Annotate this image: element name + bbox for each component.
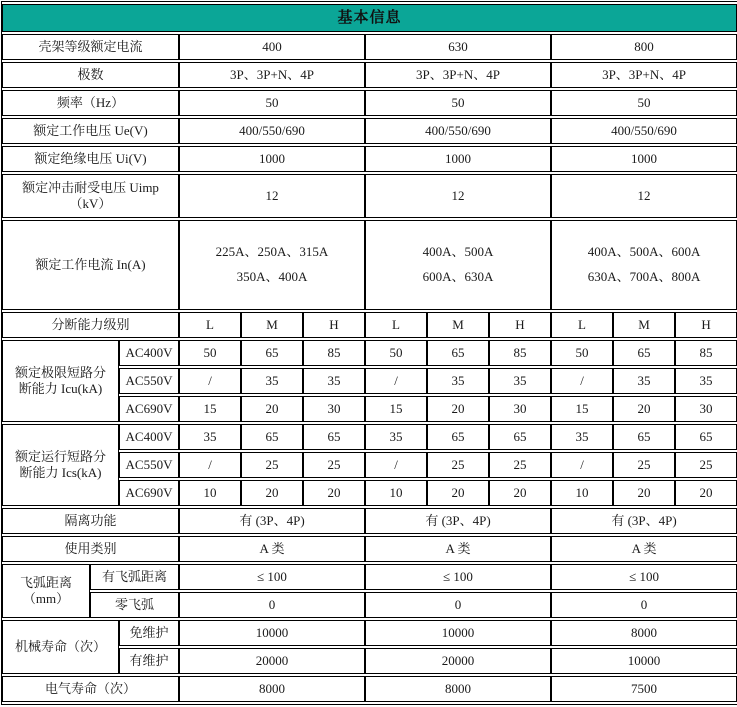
value-cell: 10 <box>179 480 241 506</box>
row-label: 额定绝缘电压 Ui(V) <box>2 146 179 172</box>
value-cell: 1000 <box>179 146 365 172</box>
label-line: 断能力 Icu(kA) <box>18 381 103 396</box>
value-cell: 50 <box>365 340 427 366</box>
value-cell: L <box>551 312 613 338</box>
value-cell: 400/550/690 <box>179 118 365 144</box>
table-row-mech-free <box>2 620 737 646</box>
value-cell: 50 <box>179 340 241 366</box>
value-cell: 65 <box>303 424 365 450</box>
value-cell: / <box>551 368 613 394</box>
row-label: 隔离功能 <box>2 508 179 534</box>
value-cell: 10000 <box>179 620 365 646</box>
label-line: （kV） <box>69 196 112 211</box>
row-label <box>2 564 90 618</box>
value-cell: 630 <box>365 34 551 60</box>
table-row-ue <box>2 118 737 144</box>
value-cell: 10000 <box>551 648 737 674</box>
sub-label: AC550V <box>119 452 179 478</box>
value-cell: 8000 <box>365 676 551 702</box>
value-cell: 10 <box>551 480 613 506</box>
value-cell: 25 <box>303 452 365 478</box>
value-cell: 50 <box>179 90 365 116</box>
value-cell: 25 <box>613 452 675 478</box>
value-cell: / <box>179 452 241 478</box>
row-label: 频率（Hz） <box>2 90 179 116</box>
label-line: 额定运行短路分 <box>14 448 106 464</box>
value-cell: 85 <box>489 340 551 366</box>
row-label: 机械寿命（次） <box>2 620 119 674</box>
label-line: 额定极限短路分 <box>14 364 106 380</box>
value-cell <box>365 220 551 310</box>
value-cell: 10000 <box>365 620 551 646</box>
value-cell: H <box>675 312 737 338</box>
sub-label: 有维护 <box>119 648 179 674</box>
value-cell: 15 <box>179 396 241 422</box>
value-cell: / <box>365 368 427 394</box>
value-line: 630A、700A、800A <box>587 269 701 284</box>
value-cell: 85 <box>675 340 737 366</box>
value-cell: 65 <box>489 424 551 450</box>
table-row-utilization <box>2 536 737 562</box>
value-cell: 0 <box>551 592 737 618</box>
value-cell: 20 <box>489 480 551 506</box>
label-line: 断能力 Ics(kA) <box>19 465 102 480</box>
value-cell: 有 (3P、4P) <box>551 508 737 534</box>
value-cell: 65 <box>241 340 303 366</box>
value-cell: 1000 <box>551 146 737 172</box>
row-label: 电气寿命（次） <box>2 676 179 702</box>
value-line: 350A、400A <box>236 269 308 284</box>
value-cell: 7500 <box>551 676 737 702</box>
value-cell: 65 <box>675 424 737 450</box>
value-cell: A 类 <box>551 536 737 562</box>
row-label: 额定工作电压 Ue(V) <box>2 118 179 144</box>
value-cell: 20 <box>613 480 675 506</box>
value-cell: 10 <box>365 480 427 506</box>
sub-label: 免维护 <box>119 620 179 646</box>
sub-label: AC400V <box>119 424 179 450</box>
value-cell: M <box>427 312 489 338</box>
sub-label: AC550V <box>119 368 179 394</box>
table-row-ics-ac400v <box>2 424 737 450</box>
row-label: 壳架等级额定电流 <box>2 34 179 60</box>
value-cell: 35 <box>489 368 551 394</box>
value-line: 400A、500A <box>422 244 494 260</box>
value-cell: 85 <box>303 340 365 366</box>
value-cell: 3P、3P+N、4P <box>179 62 365 88</box>
table-row-isolation <box>2 508 737 534</box>
table-row-frame-current <box>2 34 737 60</box>
value-cell: A 类 <box>365 536 551 562</box>
value-cell: 30 <box>303 396 365 422</box>
value-cell: 25 <box>241 452 303 478</box>
value-cell: ≤ 100 <box>551 564 737 590</box>
value-cell: 35 <box>427 368 489 394</box>
row-label <box>2 174 179 218</box>
table-row-in-current <box>2 220 737 310</box>
value-cell: 20 <box>427 396 489 422</box>
value-cell: 有 (3P、4P) <box>365 508 551 534</box>
value-cell: 50 <box>365 90 551 116</box>
value-cell: 35 <box>241 368 303 394</box>
value-line: 225A、250A、315A <box>215 244 329 260</box>
value-cell: / <box>179 368 241 394</box>
value-cell <box>551 220 737 310</box>
value-cell: / <box>365 452 427 478</box>
value-cell: / <box>551 452 613 478</box>
row-label <box>2 340 119 422</box>
table-row-frequency <box>2 90 737 116</box>
value-cell: 50 <box>551 90 737 116</box>
value-line: 400A、500A、600A <box>587 244 701 260</box>
value-cell: L <box>365 312 427 338</box>
value-cell: 20 <box>613 396 675 422</box>
value-cell: ≤ 100 <box>365 564 551 590</box>
page-title: 基本信息 <box>2 4 737 32</box>
value-cell: 25 <box>489 452 551 478</box>
value-line: 600A、630A <box>422 269 494 284</box>
value-cell: 65 <box>427 340 489 366</box>
value-cell: 65 <box>613 424 675 450</box>
value-cell: 0 <box>179 592 365 618</box>
value-cell: 20000 <box>365 648 551 674</box>
value-cell: M <box>613 312 675 338</box>
value-cell: H <box>489 312 551 338</box>
value-cell: 12 <box>365 174 551 218</box>
table-row-elec-life <box>2 676 737 702</box>
table-row-arc-zero <box>2 592 737 618</box>
value-cell: 12 <box>179 174 365 218</box>
row-label: 极数 <box>2 62 179 88</box>
value-cell: 35 <box>365 424 427 450</box>
sub-label: AC400V <box>119 340 179 366</box>
sub-label: 有飞弧距离 <box>90 564 179 590</box>
value-cell: 35 <box>613 368 675 394</box>
value-cell: 35 <box>551 424 613 450</box>
value-cell: 8000 <box>551 620 737 646</box>
value-cell: 15 <box>365 396 427 422</box>
value-cell: 400/550/690 <box>551 118 737 144</box>
value-cell: 65 <box>613 340 675 366</box>
value-cell: 400/550/690 <box>365 118 551 144</box>
table-row-arc-with <box>2 564 737 590</box>
value-cell: 15 <box>551 396 613 422</box>
table-header-row <box>2 4 737 32</box>
value-cell: 50 <box>551 340 613 366</box>
value-cell <box>179 220 365 310</box>
label-line: （mm） <box>22 591 70 606</box>
sub-label: AC690V <box>119 480 179 506</box>
value-cell: 30 <box>675 396 737 422</box>
value-cell: 0 <box>365 592 551 618</box>
row-label: 分断能力级别 <box>2 312 179 338</box>
value-cell: 30 <box>489 396 551 422</box>
value-cell: 20 <box>241 480 303 506</box>
spec-table <box>1 1 737 705</box>
value-cell: 25 <box>427 452 489 478</box>
table-row-icu-ac400v <box>2 340 737 366</box>
value-cell: 400 <box>179 34 365 60</box>
value-cell: L <box>179 312 241 338</box>
value-cell: 35 <box>179 424 241 450</box>
value-cell: 有 (3P、4P) <box>179 508 365 534</box>
value-cell: 20 <box>427 480 489 506</box>
label-line: 额定冲击耐受电压 Uimp <box>22 179 159 195</box>
row-label: 额定工作电流 In(A) <box>2 220 179 310</box>
value-cell: ≤ 100 <box>179 564 365 590</box>
table-row-ui <box>2 146 737 172</box>
sub-label: AC690V <box>119 396 179 422</box>
table-row-poles <box>2 62 737 88</box>
label-line: 飞弧距离 <box>19 574 72 590</box>
value-cell: 1000 <box>365 146 551 172</box>
value-cell: 12 <box>551 174 737 218</box>
value-cell: M <box>241 312 303 338</box>
sub-label: 零飞弧 <box>90 592 179 618</box>
value-cell: 3P、3P+N、4P <box>551 62 737 88</box>
value-cell: 25 <box>675 452 737 478</box>
value-cell: 35 <box>303 368 365 394</box>
value-cell: 35 <box>675 368 737 394</box>
value-cell: 8000 <box>179 676 365 702</box>
value-cell: 20 <box>675 480 737 506</box>
value-cell: 65 <box>241 424 303 450</box>
table-row-breaking-level <box>2 312 737 338</box>
value-cell: 3P、3P+N、4P <box>365 62 551 88</box>
value-cell: 65 <box>427 424 489 450</box>
value-cell: 800 <box>551 34 737 60</box>
row-label: 使用类别 <box>2 536 179 562</box>
value-cell: 20000 <box>179 648 365 674</box>
value-cell: A 类 <box>179 536 365 562</box>
table-row-uimp <box>2 174 737 218</box>
value-cell: 20 <box>303 480 365 506</box>
row-label <box>2 424 119 506</box>
value-cell: 20 <box>241 396 303 422</box>
value-cell: H <box>303 312 365 338</box>
